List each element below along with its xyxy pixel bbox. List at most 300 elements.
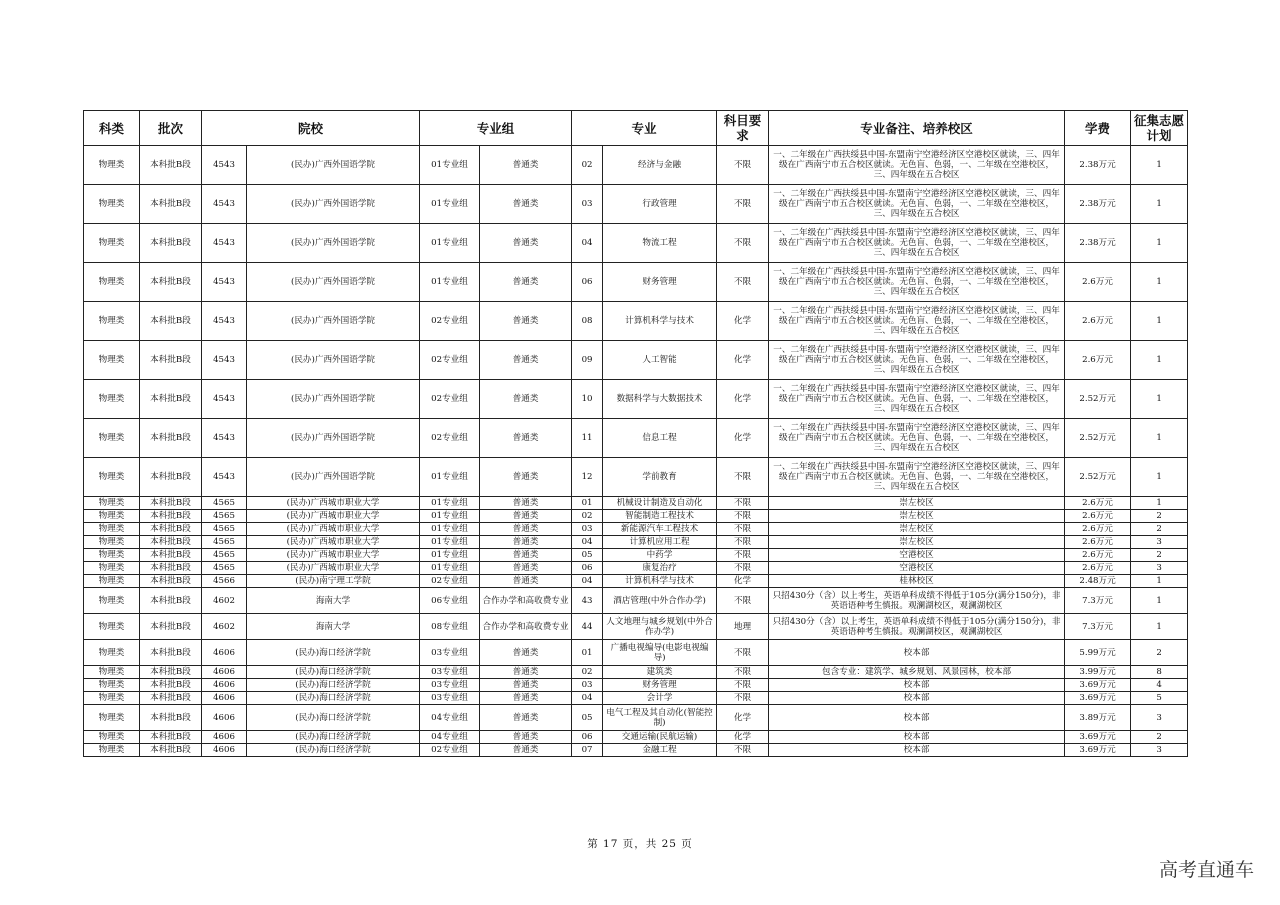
cell-major-name: 康复治疗 [603,562,717,575]
cell-batch: 本科批B段 [140,575,202,588]
header-batch: 批次 [140,111,202,146]
cell-school-code: 4565 [202,549,247,562]
cell-school-code: 4543 [202,146,247,185]
cell-tuition: 2.48万元 [1065,575,1131,588]
table-row [84,614,1188,640]
cell-group-type: 普通类 [480,640,572,666]
cell-category: 物理类 [84,497,140,510]
cell-subject-requirement: 不限 [717,666,769,679]
cell-school-name: 海南大学 [247,588,420,614]
cell-school-code: 4602 [202,588,247,614]
cell-subject-requirement: 地理 [717,614,769,640]
cell-category: 物理类 [84,510,140,523]
cell-group-type: 普通类 [480,224,572,263]
cell-tuition: 2.6万元 [1065,549,1131,562]
cell-subject-requirement: 化学 [717,341,769,380]
table-row [84,224,1188,263]
cell-subject-requirement: 不限 [717,562,769,575]
cell-plan-count: 2 [1131,640,1188,666]
cell-major-code: 08 [572,302,603,341]
cell-group-code: 01专业组 [420,146,480,185]
cell-school-name: (民办)海口经济学院 [247,666,420,679]
cell-subject-requirement: 不限 [717,640,769,666]
cell-group-type: 普通类 [480,510,572,523]
cell-subject-requirement: 化学 [717,302,769,341]
cell-plan-count: 1 [1131,380,1188,419]
cell-school-name: (民办)广西外国语学院 [247,263,420,302]
cell-batch: 本科批B段 [140,302,202,341]
cell-group-code: 03专业组 [420,640,480,666]
cell-plan-count: 1 [1131,458,1188,497]
cell-school-code: 4543 [202,263,247,302]
cell-major-code: 01 [572,640,603,666]
cell-category: 物理类 [84,536,140,549]
cell-batch: 本科批B段 [140,523,202,536]
cell-major-code: 03 [572,523,603,536]
cell-category: 物理类 [84,185,140,224]
cell-group-type: 普通类 [480,575,572,588]
cell-plan-count: 1 [1131,575,1188,588]
cell-subject-requirement: 不限 [717,185,769,224]
cell-tuition: 2.6万元 [1065,341,1131,380]
cell-major-code: 04 [572,575,603,588]
cell-major-code: 02 [572,666,603,679]
cell-plan-count: 1 [1131,263,1188,302]
cell-plan-count: 1 [1131,614,1188,640]
cell-plan-count: 1 [1131,146,1188,185]
table-row [84,510,1188,523]
table-row [84,640,1188,666]
cell-school-code: 4606 [202,679,247,692]
cell-school-name: (民办)海口经济学院 [247,679,420,692]
cell-batch: 本科批B段 [140,692,202,705]
cell-batch: 本科批B段 [140,458,202,497]
cell-group-type: 普通类 [480,263,572,302]
cell-tuition: 5.99万元 [1065,640,1131,666]
cell-school-name: (民办)广西城市职业大学 [247,510,420,523]
cell-school-code: 4543 [202,380,247,419]
cell-group-type: 普通类 [480,549,572,562]
cell-subject-requirement: 不限 [717,744,769,757]
cell-plan-count: 1 [1131,341,1188,380]
cell-tuition: 3.69万元 [1065,731,1131,744]
cell-plan-count: 3 [1131,744,1188,757]
cell-school-name: (民办)海口经济学院 [247,640,420,666]
cell-major-code: 11 [572,419,603,458]
cell-group-code: 02专业组 [420,302,480,341]
cell-major-name: 人文地理与城乡规划(中外合作办学) [603,614,717,640]
table-row [84,302,1188,341]
cell-category: 物理类 [84,705,140,731]
cell-group-code: 02专业组 [420,744,480,757]
cell-tuition: 2.38万元 [1065,185,1131,224]
cell-plan-count: 5 [1131,692,1188,705]
cell-school-code: 4543 [202,185,247,224]
cell-group-type: 普通类 [480,536,572,549]
cell-notes: 只招430分（含）以上考生，英语单科成绩不得低于105分(满分150分)，非英语语种考生慎报。观澜湖校区，观澜湖校区 [769,614,1065,640]
cell-category: 物理类 [84,679,140,692]
header-tuition: 学费 [1065,111,1131,146]
cell-school-name: (民办)广西外国语学院 [247,146,420,185]
table-row [84,705,1188,731]
cell-plan-count: 4 [1131,679,1188,692]
cell-major-code: 06 [572,731,603,744]
cell-group-type: 普通类 [480,497,572,510]
table-row [84,263,1188,302]
table-row [84,497,1188,510]
cell-school-code: 4543 [202,419,247,458]
cell-plan-count: 1 [1131,224,1188,263]
cell-school-name: (民办)广西外国语学院 [247,458,420,497]
header-subject-requirement: 科目要求 [717,111,769,146]
cell-category: 物理类 [84,419,140,458]
cell-major-code: 04 [572,224,603,263]
cell-school-name: (民办)广西外国语学院 [247,185,420,224]
cell-school-name: (民办)广西外国语学院 [247,380,420,419]
header-major-group: 专业组 [420,111,572,146]
cell-school-code: 4543 [202,302,247,341]
cell-group-type: 普通类 [480,185,572,224]
cell-notes: 校本部 [769,705,1065,731]
cell-group-type: 普通类 [480,419,572,458]
cell-notes: 一、二年级在广西扶绥县中国-东盟南宁空港经济区空港校区就读，三、四年级在广西南宁市五合校区就读。无色盲、色弱，一、二年级在空港校区，三、四年级在五合校区 [769,419,1065,458]
cell-group-code: 08专业组 [420,614,480,640]
cell-batch: 本科批B段 [140,497,202,510]
cell-school-name: (民办)广西城市职业大学 [247,562,420,575]
cell-group-type: 普通类 [480,731,572,744]
cell-batch: 本科批B段 [140,536,202,549]
cell-major-code: 02 [572,146,603,185]
page-number: 第 17 页，共 25 页 [587,838,693,850]
cell-major-name: 人工智能 [603,341,717,380]
cell-major-code: 04 [572,536,603,549]
cell-tuition: 3.69万元 [1065,679,1131,692]
cell-group-code: 01专业组 [420,510,480,523]
table-row [84,146,1188,185]
cell-group-code: 02专业组 [420,380,480,419]
cell-major-name: 中药学 [603,549,717,562]
cell-batch: 本科批B段 [140,185,202,224]
cell-subject-requirement: 化学 [717,380,769,419]
cell-notes: 一、二年级在广西扶绥县中国-东盟南宁空港经济区空港校区就读，三、四年级在广西南宁市五合校区就读。无色盲、色弱，一、二年级在空港校区，三、四年级在五合校区 [769,146,1065,185]
cell-group-code: 04专业组 [420,705,480,731]
cell-major-code: 05 [572,549,603,562]
cell-notes: 崇左校区 [769,536,1065,549]
cell-category: 物理类 [84,562,140,575]
cell-tuition: 2.6万元 [1065,302,1131,341]
cell-group-type: 普通类 [480,562,572,575]
cell-major-name: 行政管理 [603,185,717,224]
cell-category: 物理类 [84,588,140,614]
cell-major-name: 建筑类 [603,666,717,679]
table-row [84,744,1188,757]
cell-major-name: 金融工程 [603,744,717,757]
cell-tuition: 2.6万元 [1065,523,1131,536]
cell-category: 物理类 [84,458,140,497]
cell-subject-requirement: 不限 [717,523,769,536]
cell-group-code: 02专业组 [420,419,480,458]
cell-major-name: 计算机科学与技术 [603,302,717,341]
cell-school-name: (民办)海口经济学院 [247,705,420,731]
cell-major-name: 信息工程 [603,419,717,458]
cell-group-code: 01专业组 [420,263,480,302]
cell-school-name: (民办)海口经济学院 [247,744,420,757]
cell-major-code: 09 [572,341,603,380]
cell-batch: 本科批B段 [140,510,202,523]
cell-school-code: 4606 [202,731,247,744]
cell-major-name: 计算机应用工程 [603,536,717,549]
cell-group-code: 01专业组 [420,536,480,549]
header-notes-campus: 专业备注、培养校区 [769,111,1065,146]
cell-group-code: 03专业组 [420,666,480,679]
cell-subject-requirement: 不限 [717,549,769,562]
cell-tuition: 2.6万元 [1065,263,1131,302]
cell-tuition: 7.3万元 [1065,614,1131,640]
admission-table [83,110,1188,757]
cell-tuition: 2.38万元 [1065,224,1131,263]
table-row [84,536,1188,549]
cell-school-name: (民办)广西城市职业大学 [247,523,420,536]
cell-plan-count: 2 [1131,523,1188,536]
table-row [84,380,1188,419]
cell-school-name: (民办)广西城市职业大学 [247,549,420,562]
cell-subject-requirement: 不限 [717,497,769,510]
cell-tuition: 3.69万元 [1065,692,1131,705]
cell-notes: 一、二年级在广西扶绥县中国-东盟南宁空港经济区空港校区就读，三、四年级在广西南宁市五合校区就读。无色盲、色弱，一、二年级在空港校区，三、四年级在五合校区 [769,185,1065,224]
cell-notes: 一、二年级在广西扶绥县中国-东盟南宁空港经济区空港校区就读，三、四年级在广西南宁市五合校区就读。无色盲、色弱，一、二年级在空港校区，三、四年级在五合校区 [769,263,1065,302]
cell-batch: 本科批B段 [140,666,202,679]
cell-notes: 校本部 [769,731,1065,744]
cell-major-name: 智能制造工程技术 [603,510,717,523]
cell-plan-count: 3 [1131,705,1188,731]
cell-group-type: 普通类 [480,744,572,757]
cell-school-code: 4602 [202,614,247,640]
cell-tuition: 7.3万元 [1065,588,1131,614]
cell-tuition: 2.52万元 [1065,380,1131,419]
cell-subject-requirement: 化学 [717,419,769,458]
cell-category: 物理类 [84,380,140,419]
cell-school-code: 4565 [202,510,247,523]
cell-major-code: 01 [572,497,603,510]
cell-batch: 本科批B段 [140,224,202,263]
cell-school-code: 4543 [202,458,247,497]
cell-plan-count: 1 [1131,185,1188,224]
cell-batch: 本科批B段 [140,549,202,562]
cell-notes: 校本部 [769,744,1065,757]
cell-tuition: 2.6万元 [1065,536,1131,549]
cell-notes: 校本部 [769,640,1065,666]
cell-category: 物理类 [84,523,140,536]
table-row [84,679,1188,692]
cell-major-code: 07 [572,744,603,757]
cell-notes: 空港校区 [769,562,1065,575]
cell-group-type: 合作办学和高收费专业 [480,588,572,614]
cell-school-code: 4565 [202,562,247,575]
cell-subject-requirement: 不限 [717,263,769,302]
cell-group-code: 03专业组 [420,692,480,705]
cell-category: 物理类 [84,302,140,341]
table-row [84,692,1188,705]
cell-major-name: 交通运输(民航运输) [603,731,717,744]
cell-notes: 崇左校区 [769,523,1065,536]
cell-major-name: 酒店管理(中外合作办学) [603,588,717,614]
cell-tuition: 2.6万元 [1065,510,1131,523]
cell-batch: 本科批B段 [140,380,202,419]
cell-school-code: 4606 [202,640,247,666]
cell-major-code: 10 [572,380,603,419]
cell-major-code: 12 [572,458,603,497]
cell-group-type: 普通类 [480,692,572,705]
cell-school-code: 4543 [202,341,247,380]
cell-subject-requirement: 不限 [717,224,769,263]
cell-major-code: 02 [572,510,603,523]
cell-tuition: 3.69万元 [1065,744,1131,757]
cell-major-name: 物流工程 [603,224,717,263]
cell-notes: 一、二年级在广西扶绥县中国-东盟南宁空港经济区空港校区就读，三、四年级在广西南宁市五合校区就读。无色盲、色弱，一、二年级在空港校区，三、四年级在五合校区 [769,341,1065,380]
cell-batch: 本科批B段 [140,263,202,302]
header-plan: 征集志愿计划 [1131,111,1188,146]
cell-notes: 校本部 [769,679,1065,692]
cell-major-name: 财务管理 [603,263,717,302]
cell-major-name: 机械设计制造及自动化 [603,497,717,510]
cell-school-code: 4566 [202,575,247,588]
cell-group-code: 01专业组 [420,224,480,263]
cell-group-type: 普通类 [480,666,572,679]
cell-group-type: 普通类 [480,523,572,536]
table-row [84,341,1188,380]
cell-plan-count: 8 [1131,666,1188,679]
cell-subject-requirement: 化学 [717,731,769,744]
cell-batch: 本科批B段 [140,705,202,731]
cell-category: 物理类 [84,146,140,185]
cell-notes: 崇左校区 [769,497,1065,510]
cell-subject-requirement: 化学 [717,705,769,731]
cell-major-name: 学前教育 [603,458,717,497]
cell-school-name: 海南大学 [247,614,420,640]
cell-school-name: (民办)南宁理工学院 [247,575,420,588]
cell-group-code: 06专业组 [420,588,480,614]
cell-subject-requirement: 不限 [717,146,769,185]
cell-school-code: 4565 [202,497,247,510]
cell-notes: 一、二年级在广西扶绥县中国-东盟南宁空港经济区空港校区就读，三、四年级在广西南宁市五合校区就读。无色盲、色弱，一、二年级在空港校区，三、四年级在五合校区 [769,458,1065,497]
cell-tuition: 3.99万元 [1065,666,1131,679]
cell-group-code: 01专业组 [420,562,480,575]
cell-category: 物理类 [84,549,140,562]
cell-tuition: 2.52万元 [1065,458,1131,497]
cell-batch: 本科批B段 [140,341,202,380]
cell-category: 物理类 [84,575,140,588]
cell-school-code: 4606 [202,692,247,705]
cell-major-name: 计算机科学与技术 [603,575,717,588]
table-header-row [84,111,1188,146]
cell-batch: 本科批B段 [140,419,202,458]
cell-category: 物理类 [84,224,140,263]
table-row [84,666,1188,679]
cell-subject-requirement: 不限 [717,536,769,549]
cell-major-name: 新能源汽车工程技术 [603,523,717,536]
cell-plan-count: 1 [1131,419,1188,458]
cell-group-code: 02专业组 [420,575,480,588]
header-category: 科类 [84,111,140,146]
cell-plan-count: 2 [1131,549,1188,562]
cell-group-type: 普通类 [480,679,572,692]
cell-school-code: 4565 [202,523,247,536]
cell-plan-count: 2 [1131,510,1188,523]
cell-subject-requirement: 不限 [717,692,769,705]
cell-category: 物理类 [84,640,140,666]
table-row [84,562,1188,575]
cell-school-name: (民办)广西外国语学院 [247,419,420,458]
cell-notes: 一、二年级在广西扶绥县中国-东盟南宁空港经济区空港校区就读，三、四年级在广西南宁市五合校区就读。无色盲、色弱，一、二年级在空港校区，三、四年级在五合校区 [769,224,1065,263]
cell-school-name: (民办)海口经济学院 [247,731,420,744]
cell-major-name: 财务管理 [603,679,717,692]
table-row [84,549,1188,562]
cell-group-code: 01专业组 [420,458,480,497]
cell-school-code: 4606 [202,666,247,679]
cell-batch: 本科批B段 [140,679,202,692]
cell-subject-requirement: 不限 [717,679,769,692]
cell-school-name: (民办)广西城市职业大学 [247,497,420,510]
cell-plan-count: 1 [1131,497,1188,510]
cell-major-code: 43 [572,588,603,614]
cell-major-name: 经济与金融 [603,146,717,185]
cell-category: 物理类 [84,731,140,744]
cell-notes: 一、二年级在广西扶绥县中国-东盟南宁空港经济区空港校区就读，三、四年级在广西南宁市五合校区就读。无色盲、色弱，一、二年级在空港校区，三、四年级在五合校区 [769,302,1065,341]
cell-school-code: 4606 [202,705,247,731]
cell-category: 物理类 [84,614,140,640]
table-row [84,731,1188,744]
cell-subject-requirement: 不限 [717,510,769,523]
cell-group-code: 01专业组 [420,185,480,224]
cell-group-code: 01专业组 [420,523,480,536]
cell-major-name: 广播电视编导(电影电视编导) [603,640,717,666]
cell-category: 物理类 [84,692,140,705]
cell-major-name: 数据科学与大数据技术 [603,380,717,419]
cell-major-code: 05 [572,705,603,731]
cell-plan-count: 1 [1131,588,1188,614]
cell-major-code: 06 [572,263,603,302]
cell-group-type: 普通类 [480,458,572,497]
cell-subject-requirement: 不限 [717,458,769,497]
table-row [84,458,1188,497]
cell-school-name: (民办)广西外国语学院 [247,224,420,263]
cell-notes: 一、二年级在广西扶绥县中国-东盟南宁空港经济区空港校区就读，三、四年级在广西南宁市五合校区就读。无色盲、色弱，一、二年级在空港校区，三、四年级在五合校区 [769,380,1065,419]
cell-major-code: 06 [572,562,603,575]
cell-major-name: 电气工程及其自动化(智能控制) [603,705,717,731]
cell-category: 物理类 [84,341,140,380]
cell-batch: 本科批B段 [140,588,202,614]
cell-batch: 本科批B段 [140,731,202,744]
cell-category: 物理类 [84,263,140,302]
cell-group-code: 01专业组 [420,497,480,510]
cell-notes: 桂林校区 [769,575,1065,588]
cell-notes: 只招430分（含）以上考生，英语单科成绩不得低于105分(满分150分)，非英语语种考生慎报。观澜湖校区，观澜湖校区 [769,588,1065,614]
cell-batch: 本科批B段 [140,744,202,757]
cell-tuition: 3.89万元 [1065,705,1131,731]
cell-major-code: 04 [572,692,603,705]
cell-batch: 本科批B段 [140,146,202,185]
cell-school-name: (民办)广西外国语学院 [247,341,420,380]
cell-subject-requirement: 化学 [717,575,769,588]
cell-group-code: 04专业组 [420,731,480,744]
cell-tuition: 2.6万元 [1065,562,1131,575]
cell-major-name: 会计学 [603,692,717,705]
cell-school-name: (民办)海口经济学院 [247,692,420,705]
cell-plan-count: 3 [1131,562,1188,575]
cell-plan-count: 1 [1131,302,1188,341]
cell-category: 物理类 [84,744,140,757]
cell-school-code: 4606 [202,744,247,757]
